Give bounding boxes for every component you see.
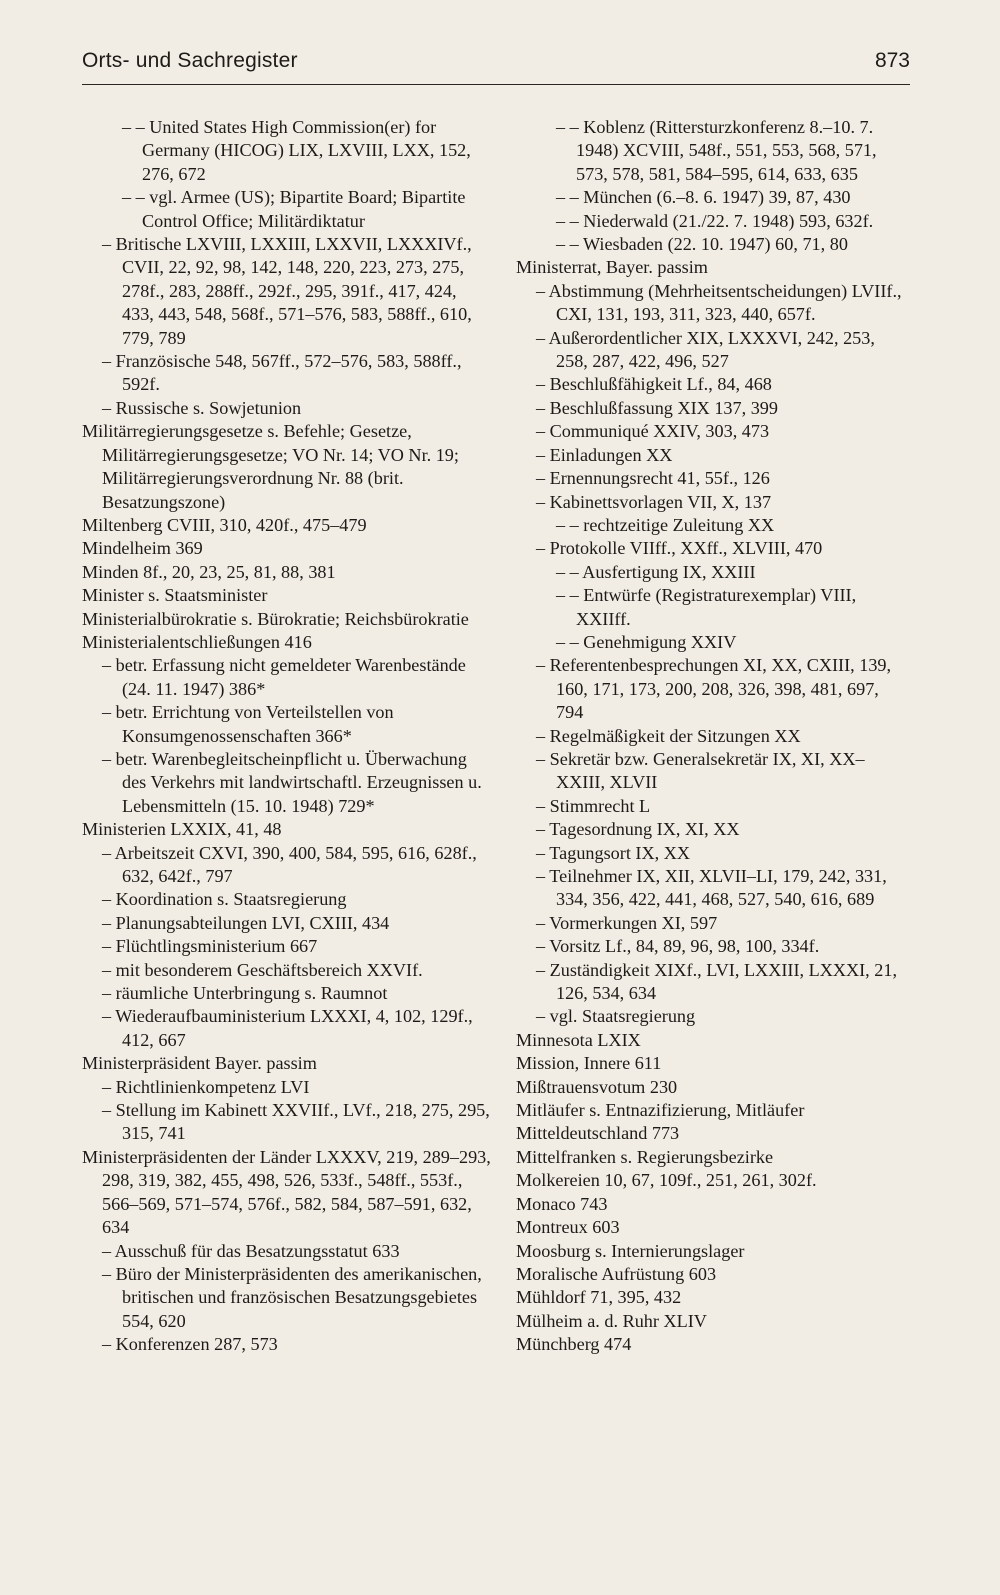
index-entry: – Vormerkungen XI, 597 — [536, 912, 718, 933]
index-entry: – – München (6.–8. 6. 1947) 39, 87, 430 — [556, 187, 851, 208]
index-entry: Miltenberg CVIII, 310, 420f., 475–479 — [82, 514, 367, 535]
index-entry: Ministerrat, Bayer. passim — [516, 257, 708, 278]
index-entry: – – Wiesbaden (22. 10. 1947) 60, 71, 80 — [556, 234, 848, 255]
index-entry: – Stellung im Kabinett XXVIIf., LVf., 218, 275, 295, 315, 741 — [102, 1100, 490, 1144]
index-entry: Ministerialentschließungen 416 — [82, 631, 312, 652]
index-entry: – Ausschuß für das Besatzungsstatut 633 — [102, 1240, 400, 1261]
index-entry: – Vorsitz Lf., 84, 89, 96, 98, 100, 334f. — [536, 936, 820, 957]
index-entry: Mittelfranken s. Regierungsbezirke — [516, 1146, 774, 1167]
index-entry: Mission, Innere 611 — [516, 1053, 662, 1074]
index-entry: Mühldorf 71, 395, 432 — [516, 1287, 682, 1308]
index-entry: – Einladungen XX — [536, 444, 673, 465]
index-entry: Moralische Aufrüstung 603 — [516, 1263, 717, 1284]
index-entry: Minden 8f., 20, 23, 25, 81, 88, 381 — [82, 561, 336, 582]
index-entry: Mülheim a. d. Ruhr XLIV — [516, 1310, 707, 1331]
index-entry: – Zuständigkeit XIXf., LVI, LXXIII, LXXXI, 21, 126, 534, 634 — [536, 959, 897, 1004]
index-entry: – Regelmäßigkeit der Sitzungen XX — [536, 725, 801, 746]
index-entry: – Außerordentlicher XIX, LXXXVI, 242, 253, 258, 287, 422, 496, 527 — [536, 327, 875, 372]
index-entry: – Tagungsort IX, XX — [536, 842, 690, 863]
index-entry: – – United States High Commission(er) for Germany (HICOG) LIX, LXVIII, LXX, 152, 276, 672 — [122, 117, 471, 184]
index-entry: – Russische s. Sowjetunion — [102, 397, 302, 418]
index-entry: – Richtlinienkompetenz LVI — [102, 1076, 310, 1097]
index-entry: – – Koblenz (Rittersturzkonferenz 8.–10. 7. 1948) XCVIII, 548f., 551, 553, 568, 571, 573, 578, 581, 584–595, 614, 633, 635 — [556, 117, 877, 184]
index-entry: – betr. Erfassung nicht gemeldeter Warenbestände (24. 11. 1947) 386* — [102, 655, 466, 699]
index-entry: Monaco 743 — [516, 1193, 608, 1214]
index-entry: – Koordination s. Staatsregierung — [102, 889, 347, 910]
index-entry: – Kabinettsvorlagen VII, X, 137 — [536, 491, 772, 512]
index-entry: Mißtrauensvotum 230 — [516, 1076, 678, 1097]
index-entry: – Büro der Ministerpräsidenten des amerikanischen, britischen und französischen Besatzungsgebietes 554, 620 — [102, 1263, 482, 1331]
index-entry: – betr. Warenbegleitscheinpflicht u. Überwachung des Verkehrs mit landwirtschaftl. Erzeugnissen u. Lebensmitteln (15. 10. 1948) 729* — [102, 748, 482, 816]
page-number: 873 — [874, 49, 910, 72]
index-column-left — [82, 116, 492, 1357]
index-entry: Minister s. Staatsminister — [82, 585, 268, 606]
index-entry: – Stimmrecht L — [536, 795, 651, 816]
index-entry: Münchberg 474 — [516, 1334, 632, 1355]
index-entry: Mitteldeutschland 773 — [516, 1123, 680, 1144]
index-entry: Militärregierungsgesetze s. Befehle; Gesetze, Militärregierungsgesetze; VO Nr. 14; VO Nr. 19; Militärregierungsverordnung Nr. 88 (brit. Besatzungszone) — [82, 421, 459, 512]
index-entry: – Flüchtlingsministerium 667 — [102, 936, 318, 957]
page-header — [82, 49, 910, 83]
header-rule — [82, 84, 910, 85]
index-column-right — [516, 116, 910, 1357]
running-title: Orts- und Sachregister — [82, 49, 298, 72]
index-entry: – Referentenbesprechungen XI, XX, CXIII, 139, 160, 171, 173, 200, 208, 326, 398, 481, 697, 794 — [536, 655, 892, 723]
index-entry: – Communiqué XXIV, 303, 473 — [536, 421, 770, 442]
index-entry: – betr. Errichtung von Verteilstellen von Konsumgenossenschaften 366* — [102, 702, 394, 746]
index-entry: – Britische LXVIII, LXXIII, LXXVII, LXXXIVf., CVII, 22, 92, 98, 142, 148, 220, 223, 273, 275, 278f., 283, 288ff., 292f., 295, 391f., 417, 424, 433, 443, 548, 568f., 571–576, 583, 588ff., 610, 779, 789 — [102, 234, 472, 348]
index-entry: – Planungsabteilungen LVI, CXIII, 434 — [102, 912, 390, 933]
index-entry: – vgl. Staatsregierung — [536, 1006, 696, 1027]
index-entry: – – rechtzeitige Zuleitung XX — [556, 514, 775, 535]
index-entry: – Französische 548, 567ff., 572–576, 583, 588ff., 592f. — [102, 351, 462, 395]
index-entry: – Wiederaufbauministerium LXXXI, 4, 102, 129f., 412, 667 — [102, 1006, 473, 1050]
index-entry: – Sekretär bzw. Generalsekretär IX, XI, XX–XXIII, XLVII — [536, 748, 865, 793]
index-entry: Mitläufer s. Entnazifizierung, Mitläufer — [516, 1100, 805, 1121]
index-entry: – – Genehmigung XXIV — [556, 631, 737, 652]
index-entry: Molkereien 10, 67, 109f., 251, 261, 302f. — [516, 1170, 817, 1191]
index-entry: Moosburg s. Internierungslager — [516, 1240, 745, 1261]
index-entry: Ministerpräsidenten der Länder LXXXV, 219, 289–293, 298, 319, 382, 455, 498, 526, 533f., 548ff., 553f., 566–569, 571–574, 576f., 582, 584, 587–591, 632, 634 — [82, 1146, 491, 1238]
index-entry: – – Entwürfe (Registraturexemplar) VIII, XXIIff. — [556, 585, 857, 629]
index-entry: – Arbeitszeit CXVI, 390, 400, 584, 595, 616, 628f., 632, 642f., 797 — [102, 842, 477, 886]
index-entry: – – Ausfertigung IX, XXIII — [556, 561, 756, 582]
index-entry: Ministerialbürokratie s. Bürokratie; Reichsbürokratie — [82, 608, 469, 629]
index-entry: – Abstimmung (Mehrheitsentscheidungen) LVIIf., CXI, 131, 193, 311, 323, 440, 657f. — [536, 280, 902, 325]
index-entry: – – vgl. Armee (US); Bipartite Board; Bipartite Control Office; Militärdiktatur — [122, 187, 466, 231]
index-entry: – Konferenzen 287, 573 — [102, 1334, 278, 1355]
index-entry: – räumliche Unterbringung s. Raumnot — [102, 983, 388, 1004]
index-entry: – mit besonderem Geschäftsbereich XXVIf. — [102, 959, 423, 980]
index-entry: – Protokolle VIIff., XXff., XLVIII, 470 — [536, 538, 823, 559]
index-entry: – Beschlußfassung XIX 137, 399 — [536, 397, 778, 418]
index-entry: Mindelheim 369 — [82, 538, 203, 559]
index-entry: Montreux 603 — [516, 1217, 620, 1238]
index-entry: – Tagesordnung IX, XI, XX — [536, 819, 740, 840]
index-entry: Ministerien LXXIX, 41, 48 — [82, 819, 282, 840]
index-entry: Minnesota LXIX — [516, 1029, 641, 1050]
index-entry: – – Niederwald (21./22. 7. 1948) 593, 632f. — [556, 210, 874, 231]
index-entry: – Beschlußfähigkeit Lf., 84, 468 — [536, 374, 772, 395]
index-entry: – Teilnehmer IX, XII, XLVII–LI, 179, 242, 331, 334, 356, 422, 441, 468, 527, 540, 616, 689 — [536, 866, 887, 910]
index-entry: Ministerpräsident Bayer. passim — [82, 1053, 317, 1074]
index-entry: – Ernennungsrecht 41, 55f., 126 — [536, 468, 770, 489]
